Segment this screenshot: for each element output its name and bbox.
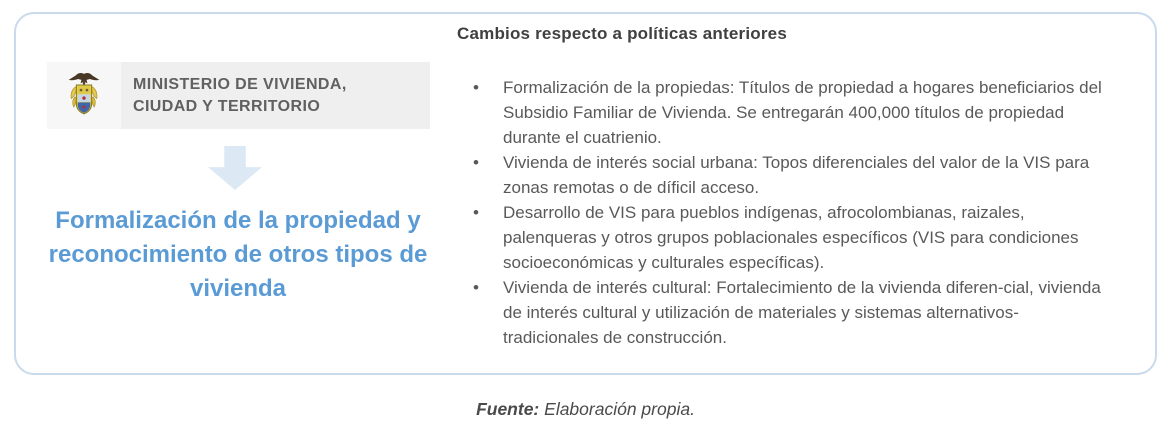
bullet-item <box>457 150 1125 200</box>
source-label: Fuente: <box>476 399 540 419</box>
down-arrow-icon <box>208 146 262 190</box>
bullet-item <box>457 75 1125 150</box>
bullet-marker-icon: • <box>473 78 479 97</box>
policy-title: Formalización de la propiedad y reconocimiento de otros tipos de vivienda <box>48 207 428 302</box>
bullet-text: Vivienda de interés cultural: Fortalecimiento de la vivienda diferen-cial, vivienda de interés cultural y utilización de materiales y sistemas alternativos-tradicionales de construcción. <box>503 278 1101 347</box>
bullet-marker-icon: • <box>473 153 479 172</box>
bullet-text: Formalización de la propiedas: Títulos de propiedad a hogares beneficiarios del Subsidio Familiar de Vivienda. Se entregarán 400,000 títulos de propiedad durante el cuatrienio. <box>503 78 1102 147</box>
bullet-text: Vivienda de interés social urbana: Topos diferenciales del valor de la VIS para zonas remotas o de díficil acceso. <box>503 153 1090 197</box>
bullet-item <box>457 275 1125 350</box>
changes-panel <box>457 24 1125 350</box>
colombia-coat-of-arms-icon <box>47 62 121 129</box>
changes-bullet-list <box>457 75 1125 350</box>
changes-heading: Cambios respecto a políticas anteriores <box>457 24 787 43</box>
bullet-marker-icon: • <box>473 203 479 222</box>
source-note <box>0 399 1171 420</box>
bullet-item <box>457 200 1125 275</box>
bullet-marker-icon: • <box>473 278 479 297</box>
ministry-logo <box>47 62 430 129</box>
policy-card <box>14 12 1157 375</box>
ministry-name-line1: MINISTERIO DE VIVIENDA, <box>133 75 347 93</box>
ministry-name <box>121 74 347 118</box>
bullet-text: Desarrollo de VIS para pueblos indígenas, afrocolombianas, raizales, palenqueras y otros grupos poblacionales específicos (VIS para condiciones socioeconómicas y culturales específicas). <box>503 203 1079 272</box>
source-text: Elaboración propia. <box>544 399 695 419</box>
ministry-name-line2: CIUDAD Y TERRITORIO <box>133 97 321 115</box>
